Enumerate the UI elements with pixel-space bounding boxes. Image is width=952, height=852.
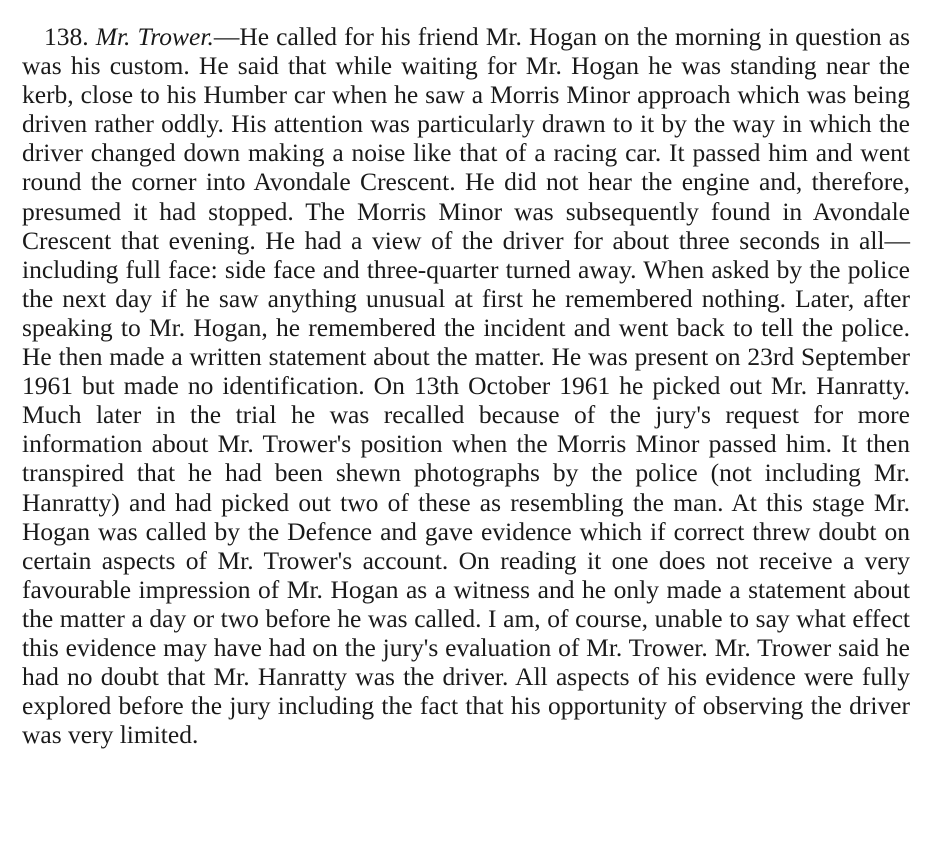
paragraph-text: —He called for his friend Mr. Hogan on the morning in question as was his custom. He said that while waiting for Mr. Hogan he was standing near the kerb, close to his Humber car when he saw a Morris Minor approach which was being driven rather oddly. His attention was particularly drawn to it by the way in which the driver changed down making a noise like that of a racing car. It passed him and went round the corner into Avondale Crescent. He did not hear the engine and, therefore, presumed it had stopped. The Morris Minor was subsequently found in Avondale Crescent that evening. He had a view of the driver for about three seconds in all—including full face: side face and three-quarter turned away. When asked by the police the next day if he saw anything unusual at first he remembered nothing. Later, after speaking to Mr. Hogan, he remembered the incident and went back to tell the police. He then made a written statement about the matter. He was present on 23rd September 1961 but made no identification. On 13th October 1961 he picked out Mr. Hanratty. Much later in the trial he was recalled because of the jury's request for more information about Mr. Trower's position when the Morris Minor passed him. It then transpired that he had been shewn photographs by the police (not including Mr. Hanratty) and had picked out two of these as resembling the man. At this stage Mr. Hogan was called by the Defence and gave evidence which if correct threw doubt on certain aspects of Mr. Trower's account. On reading it one does not receive a very favourable impression of Mr. Hogan as a witness and he only made a statement about the matter a day or two before he was called. I am, of course, unable to say what effect this evidence may have had on the jury's evaluation of Mr. Trower. Mr. Trower said he had no doubt that Mr. Hanratty was the driver. All aspects of his evidence were fully explored before the jury including the fact that his opportunity of observing the driver was very limited. xyxy=(22,22,911,750)
paragraph-138 xyxy=(22,22,910,749)
witness-name: Mr. Trower. xyxy=(95,22,214,51)
paragraph-number: 138. xyxy=(44,22,89,51)
document-page xyxy=(22,22,910,749)
